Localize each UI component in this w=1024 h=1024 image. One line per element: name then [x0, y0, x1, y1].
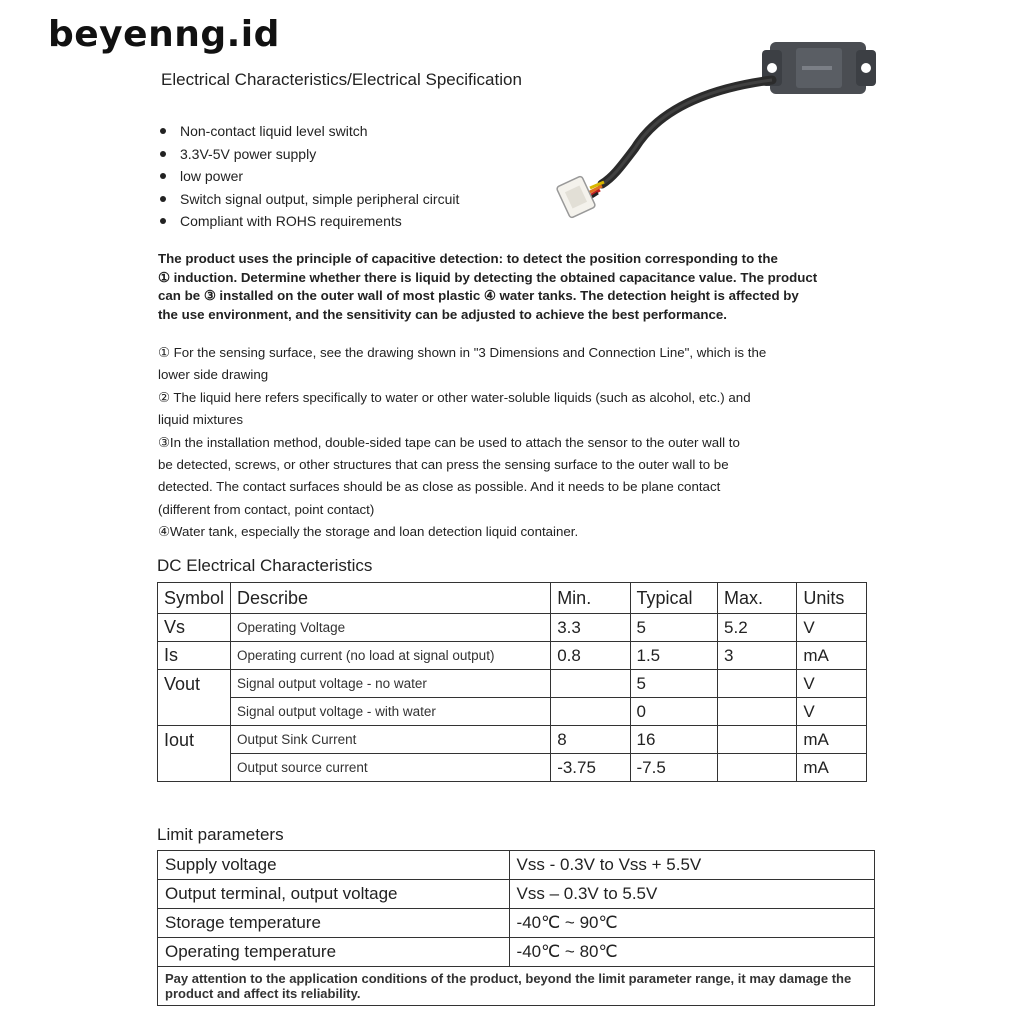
description-line: ① induction. Determine whether there is liquid by detecting the obtained capacitance value. The product	[158, 269, 818, 285]
cell-min	[551, 670, 630, 698]
description-line: The product uses the principle of capacitive detection: to detect the position corresponding to the	[158, 251, 778, 266]
feature-item	[160, 165, 459, 188]
cell-describe: Operating current (no load at signal output)	[231, 642, 551, 670]
cell-typical: 16	[630, 726, 718, 754]
table-row	[158, 967, 875, 1006]
cell-symbol: Vout	[158, 670, 231, 726]
cell-max	[718, 726, 797, 754]
feature-item	[160, 188, 459, 211]
cell-typical: 5	[630, 614, 718, 642]
connector-plug	[556, 176, 596, 219]
description-paragraph	[158, 250, 894, 324]
limit-note: Pay attention to the application conditions of the product, beyond the limit parameter range, it may damage the product and affect its reliability.	[158, 967, 875, 1006]
limit-section-title: Limit parameters	[157, 825, 284, 844]
cell-max	[718, 698, 797, 726]
note-line: be detected, screws, or other structures that can press the sensing surface to the outer wall to be	[158, 456, 729, 472]
table-row	[158, 642, 867, 670]
cell-max	[718, 670, 797, 698]
cell-min: -3.75	[551, 754, 630, 782]
cell-typical: 5	[630, 670, 718, 698]
cell-typical: 1.5	[630, 642, 718, 670]
cell-min: 8	[551, 726, 630, 754]
header-max: Max.	[718, 583, 797, 614]
feature-text: Non-contact liquid level switch	[180, 123, 368, 139]
feature-text: 3.3V-5V power supply	[180, 145, 317, 162]
description-line: the use environment, and the sensitivity can be adjusted to achieve the best performance.	[158, 306, 727, 322]
cell-typical: -7.5	[630, 754, 718, 782]
sensor-product-image	[540, 28, 880, 228]
sensor-cable	[602, 80, 772, 184]
header-describe: Describe	[231, 583, 551, 614]
cell-value: -40℃ ~ 80℃	[509, 938, 874, 967]
sensor-body	[762, 42, 876, 94]
table-row	[158, 909, 875, 938]
cell-min: 0.8	[551, 642, 630, 670]
table-row	[158, 851, 875, 880]
spec-title: Electrical Characteristics/Electrical Specification	[161, 70, 522, 89]
feature-text: Compliant with ROHS requirements	[180, 213, 402, 229]
table-row	[158, 614, 867, 642]
feature-item	[160, 120, 459, 143]
limit-parameters-table	[157, 850, 875, 1006]
cell-param: Output terminal, output voltage	[158, 880, 510, 909]
cell-value: Vss – 0.3V to 5.5V	[509, 880, 874, 909]
note-line: ④Water tank, especially the storage and loan detection liquid container.	[158, 524, 579, 540]
cell-param: Storage temperature	[158, 909, 510, 938]
cell-typical: 0	[630, 698, 718, 726]
bullet-icon	[160, 128, 166, 134]
cell-describe: Output Sink Current	[231, 726, 551, 754]
cell-describe: Signal output voltage - no water	[231, 670, 551, 698]
cell-max: 3	[718, 642, 797, 670]
note-line: detected. The contact surfaces should be as close as possible. And it needs to be plane contact	[158, 479, 721, 495]
cell-describe: Operating Voltage	[231, 614, 551, 642]
cell-value: -40℃ ~ 90℃	[509, 909, 874, 938]
note-line: (different from contact, point contact)	[158, 501, 375, 517]
header-symbol: Symbol	[158, 583, 231, 614]
header-typical: Typical	[630, 583, 718, 614]
table-row	[158, 670, 867, 698]
note-line: ③In the installation method, double-sided tape can be used to attach the sensor to the outer wall to	[158, 434, 740, 450]
feature-text: low power	[180, 168, 244, 184]
dc-section-title: DC Electrical Characteristics	[157, 556, 373, 575]
cell-units: V	[797, 698, 867, 726]
cell-units: mA	[797, 642, 867, 670]
feature-item	[160, 210, 459, 233]
feature-list	[160, 120, 459, 233]
table-row	[158, 754, 867, 782]
header-units: Units	[797, 583, 867, 614]
notes-block	[158, 342, 878, 544]
bullet-icon	[160, 196, 166, 202]
dc-characteristics-table	[157, 582, 867, 782]
bullet-icon	[160, 173, 166, 179]
cell-min: 3.3	[551, 614, 630, 642]
description-line: can be ③ installed on the outer wall of most plastic ④ water tanks. The detection height is affected by	[158, 288, 799, 303]
cell-max	[718, 754, 797, 782]
table-row	[158, 938, 875, 967]
cell-symbol: Iout	[158, 726, 231, 782]
feature-item	[160, 143, 459, 166]
bullet-icon	[160, 151, 166, 157]
cell-value: Vss - 0.3V to Vss + 5.5V	[509, 851, 874, 880]
header-min: Min.	[551, 583, 630, 614]
cell-param: Operating temperature	[158, 938, 510, 967]
table-header-row	[158, 583, 867, 614]
cell-units: mA	[797, 726, 867, 754]
cell-units: mA	[797, 754, 867, 782]
note-line: liquid mixtures	[158, 412, 243, 428]
watermark-brand: beyenng.id	[48, 14, 280, 55]
cell-describe: Signal output voltage - with water	[231, 698, 551, 726]
note-line: ② The liquid here refers specifically to water or other water-soluble liquids (such as alcohol, etc.) and	[158, 389, 751, 405]
table-row	[158, 880, 875, 909]
note-line: lower side drawing	[158, 367, 269, 383]
cell-symbol: Is	[158, 642, 231, 670]
cell-describe: Output source current	[231, 754, 551, 782]
note-line: ① For the sensing surface, see the drawing shown in "3 Dimensions and Connection Line", which is the	[158, 345, 767, 360]
cell-units: V	[797, 670, 867, 698]
cell-units: V	[797, 614, 867, 642]
bullet-icon	[160, 218, 166, 224]
cell-symbol: Vs	[158, 614, 231, 642]
table-row	[158, 726, 867, 754]
cell-param: Supply voltage	[158, 851, 510, 880]
cell-max: 5.2	[718, 614, 797, 642]
cell-min	[551, 698, 630, 726]
table-row	[158, 698, 867, 726]
feature-text: Switch signal output, simple peripheral circuit	[180, 190, 460, 207]
